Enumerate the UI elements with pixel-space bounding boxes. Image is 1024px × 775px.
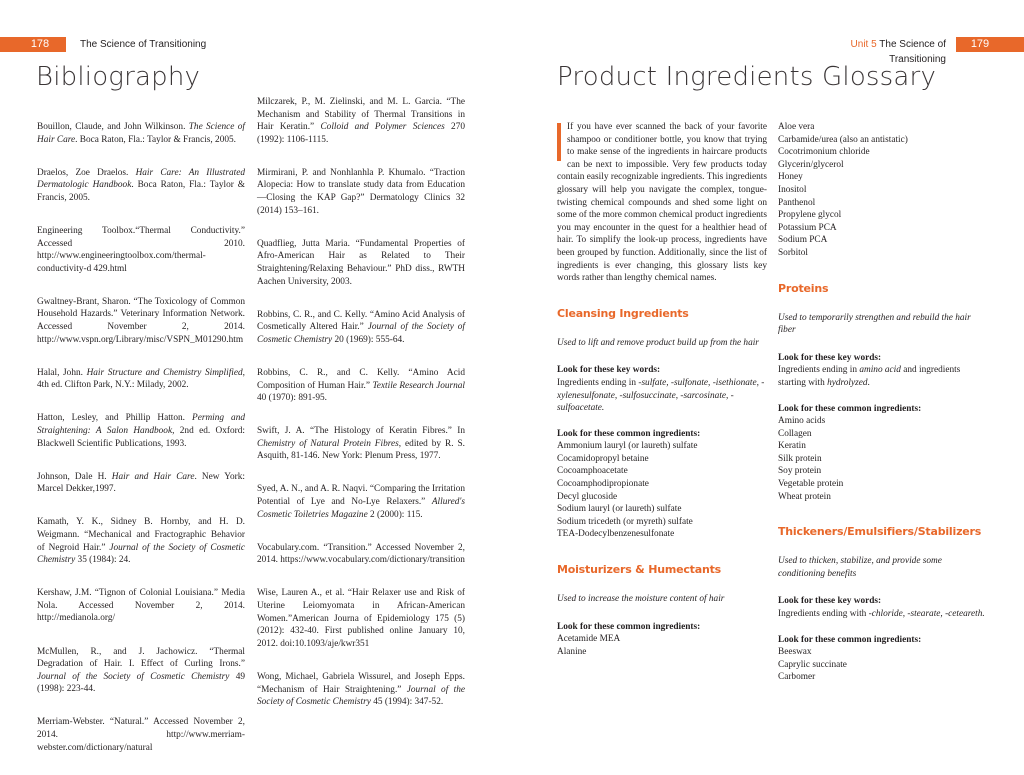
entry-pre: Engineering Toolbox.“Thermal Conductivity.” Accessed 2010. http://www.engineeringtoolbox.com/thermal-conductivity-d 429.html (37, 225, 245, 274)
entry-it: Hair Structure and Chemistry Simplified (86, 367, 243, 378)
entry-it: Journal of the Society of Cosmetic Chemistry (37, 671, 230, 682)
bibliography-column-1 (37, 121, 245, 775)
keywords-suffixes: amino acid (859, 365, 901, 376)
entry-pre: Kershaw, J.M. “Tignon of Colonial Louisiana.” Media Nola. Accessed November 2, 2014. http://medianola.org/ (37, 588, 245, 624)
entry-pre: Wong, Michael, Gabriela Wissurel, and Joseph Epps. “Mechanism of Hair Straightening.” (257, 671, 465, 695)
ingredient-item: Vegetable protein (778, 479, 844, 490)
bibliography-entry (257, 238, 465, 288)
ingredient-item: Wheat protein (778, 491, 831, 502)
ingredient-item: Aloe vera (778, 122, 815, 132)
ingredient-item: Sodium PCA (778, 235, 828, 246)
entry-pre: McMullen, R., and J. Jachowicz. “Thermal Degradation of Hair. I. Effect of Curling Irons.” (37, 646, 245, 670)
ingredient-item: Carbamide/urea (also an antistatic) (778, 134, 908, 145)
keywords-prefix: Ingredients ending in (778, 365, 860, 376)
entry-post: , edited by R. S. Asquith, 81-146. New York: Plenum Press, 1977. (257, 438, 465, 462)
right-running-title: The Science of Transitioning (879, 39, 946, 65)
entry-it: Hair and Hair Care (111, 471, 195, 482)
section-heading-proteins: Proteins (778, 281, 829, 295)
common-heading-cleansing: Look for these common ingredients: (557, 428, 701, 439)
bibliography-column-2 (257, 96, 465, 729)
ingredient-list-moisturizers-continued (778, 121, 990, 260)
entry-pre: Draelos, Zoe Draelos. (37, 167, 136, 178)
ingredient-item: Caprylic succinate (778, 659, 847, 670)
ingredient-item: Acetamide MEA (557, 634, 621, 645)
bibliography-entry (257, 367, 465, 405)
keywords-thickeners (778, 608, 990, 621)
entry-post: 20 (1969): 555-64. (332, 334, 405, 345)
entry-pre: Bouillon, Claude, and John Wilkinson. (37, 122, 189, 132)
entry-post: 2 (2000): 115. (367, 509, 423, 520)
ingredient-item: Cocotrimonium chloride (778, 147, 870, 158)
entry-post: , 4th ed. Clifton Park, N.Y.: Milady, 2002. (37, 367, 245, 391)
entry-it: Journal of the Society of Cosmetic Chemistry (37, 542, 245, 566)
entry-it: Perming and Straightening: A Salon Handbook (37, 413, 245, 436)
bibliography-entry (257, 483, 465, 521)
entry-it: Allured's Cosmetic Toiletries Magazine (257, 497, 465, 520)
common-heading-proteins: Look for these common ingredients: (778, 403, 922, 414)
bibliography-entry (37, 516, 245, 566)
section-heading-thickeners: Thickeners/Emulsifiers/Stabilizers (778, 525, 982, 539)
ingredient-list-cleansing (557, 440, 767, 541)
bibliography-title: Bibliography (36, 62, 201, 92)
bibliography-entry (257, 167, 465, 217)
keywords-suffixes: -chloride, -stearate, -ceteareth. (868, 609, 985, 620)
ingredient-item: Cocoamphoacetate (557, 466, 628, 477)
entry-it: Chemistry of Natural Protein Fibres (257, 438, 399, 449)
entry-post: 40 (1970): 891-95. (257, 393, 327, 404)
ingredient-item: Sodium lauryl (or laureth) sulfate (557, 504, 682, 515)
entry-pre: Quadflieg, Jutta Maria. “Fundamental Properties of Afro-American Hair as Related to Their Straightening/Relaxing Behaviour.” PhD diss., RWTH Aachen University, 2003. (257, 238, 465, 287)
entry-pre: Kamath, Y. K., Sidney B. Hornby, and H. D. Weigmann. “Mechanical and Fractographic Behavior of Negroid Hair.” (37, 517, 245, 553)
entry-it: Journal of the Society of Cosmetic Chemistry (257, 684, 465, 708)
keywords-mid: and ingredients starting with (778, 365, 961, 388)
keywords-heading-thickeners: Look for these key words: (778, 596, 882, 607)
entry-pre: Merriam-Webster. “Natural.” Accessed November 2, 2014. http://www.merriam-webster.com/dictionary/natural (37, 717, 245, 753)
ingredient-item: Ammonium lauryl (or laureth) sulfate (557, 441, 698, 452)
entry-pre: Robbins, C. R., and C. Kelly. “Amino Acid Composition of Human Hair.” (257, 367, 465, 391)
keywords-end: . (867, 377, 870, 388)
ingredient-item: Collagen (778, 428, 812, 439)
ingredient-item: Beeswax (778, 647, 812, 658)
intro-text: f you have ever scanned the back of your favorite shampoo or conditioner bottle, you know that trying to make sense of the ingredients in haircare products can be next to impossible. Very few products today contain easily recognizable ingredients. This ingredients glossary will help you navigate the complex, tongue-twisting chemical compounds and shed some light on some of the more common chemical product ingredients you may encounter in the quest for a healthier head of hair. To simplify the look-up process, ingredients have been grouped by function. Additionally, since the list of ingredients is ever changing, this glossary lists key words rather than lengthy chemical names. (557, 122, 767, 284)
glossary-intro (557, 121, 767, 285)
entry-post: . New York: Marcel Dekker,1997. (37, 471, 245, 495)
entry-pre: Robbins, C. R., and C. Kelly. “Amino Acid Analysis of Cosmetically Altered Hair.” (257, 309, 465, 333)
keywords-prefix: Ingredients ending in (557, 377, 639, 388)
ingredient-item: Decyl glucoside (557, 491, 618, 502)
keywords-prefix-term: hydrolyzed (827, 377, 868, 388)
unit-label: Unit 5 (850, 39, 877, 50)
bibliography-entry (257, 425, 465, 463)
entry-it: The Science of Hair Care (37, 122, 245, 145)
glossary-column-2 (778, 121, 990, 684)
keywords-heading-cleansing: Look for these key words: (557, 365, 661, 376)
ingredient-item: Carbomer (778, 672, 816, 683)
entry-pre: Vocabulary.com. “Transition.” Accessed November 2, 2014. https://www.vocabulary.com/dictionary/transition (257, 542, 465, 566)
bibliography-entry (37, 296, 245, 346)
entry-pre: Hatton, Lesley, and Phillip Hatton. (37, 413, 193, 424)
ingredient-list-proteins (778, 415, 990, 503)
keywords-heading-proteins: Look for these key words: (778, 352, 882, 363)
ingredient-item: Honey (778, 172, 803, 183)
common-heading-moisturizers: Look for these common ingredients: (557, 621, 701, 632)
ingredient-list-thickeners (778, 646, 990, 684)
drop-cap-bar (557, 123, 561, 161)
left-running-title: The Science of Transitioning (80, 39, 207, 50)
bibliography-entry (37, 646, 245, 696)
section-desc-cleansing: Used to lift and remove product build up from the hair (557, 337, 759, 348)
drop-cap-letter: I (567, 122, 571, 132)
bibliography-entry (257, 587, 465, 650)
ingredient-item: Glycerin/glycerol (778, 159, 844, 170)
entry-post: 49 (1998): 223-44. (37, 671, 245, 695)
entry-post: 45 (1994): 347-52. (370, 697, 444, 708)
ingredient-item: Sodium tricedeth (or myreth) sulfate (557, 516, 693, 527)
keywords-suffixes: -sulfate, -sulfonate, -isethionate, -xylenesulfonate, -sulfosuccinate, -sarcosinate, -sulfoacetate. (557, 377, 765, 414)
entry-pre: Wise, Lauren A., et al. “Hair Relaxer use and Risk of Uterine Leiomyomata in African-American Women.”American Journa of Epidemiology 175 (5) (2012): 432-40. First published online January 10, 2012. doi:10.1093/aje/kwr351 (257, 588, 465, 649)
bibliography-entry (257, 96, 465, 146)
entry-it: Journal of the Society of Cosmetic Chemistry (257, 322, 465, 345)
entry-pre: Mirmirani, P. and Nonhlanhla P. Khumalo. “Traction Alopecia: How to translate study data from Education—Closing the KAP Gap?” Dermatology Clinics 32 (2014) 153–161. (257, 167, 465, 216)
entry-it: Textile Research Journal (372, 380, 465, 391)
entry-post: . Boca Raton, Fla.: Taylor & Francis, 2005. (75, 134, 236, 145)
section-heading-moisturizers: Moisturizers & Humectants (557, 563, 721, 577)
entry-pre: Gwaltney-Brant, Sharon. “The Toxicology of Common Household Hazards.” Veterinary Information Network. Accessed November 2, 2014. http://www.vspn.org/Library/misc/VSPN_M01290.htm (37, 296, 245, 345)
entry-post: 270 (1992): 1106-1115. (257, 122, 465, 145)
bibliography-entry (257, 542, 465, 567)
entry-pre: Syed, A. N., and A. R. Naqvi. “Comparing the Irritation Potential of Lye and No-Lye Relaxers.” (257, 484, 465, 508)
keywords-prefix: Ingredients ending with (778, 609, 869, 620)
bibliography-entry (37, 587, 245, 625)
ingredient-item: Sorbitol (778, 247, 808, 258)
entry-pre: Halal, John. (37, 367, 87, 378)
ingredient-list-moisturizers (557, 633, 767, 658)
keywords-proteins (778, 364, 990, 389)
entry-post: . Boca Raton, Fla.: Taylor & Francis, 2005. (37, 180, 246, 203)
glossary-column-1 (557, 121, 767, 658)
bibliography-entry (257, 309, 465, 347)
keywords-cleansing (557, 377, 767, 415)
bibliography-entry (37, 367, 245, 392)
section-desc-moisturizers: Used to increase the moisture content of hair (557, 594, 725, 605)
section-desc-thickeners: Used to thicken, stabilize, and provide some conditioning benefits (778, 556, 942, 579)
bibliography-entry (37, 167, 245, 205)
bibliography-entry (37, 716, 245, 754)
ingredient-item: Keratin (778, 441, 806, 452)
ingredient-item: Cocamidopropyl betaine (557, 453, 649, 464)
ingredient-item: Potassium PCA (778, 222, 837, 233)
bibliography-entry (37, 412, 245, 450)
ingredient-item: Panthenol (778, 197, 816, 208)
entry-post: 35 (1984): 24. (75, 555, 131, 566)
ingredient-item: TEA-Dodecylbenzenesulfonate (557, 529, 675, 540)
ingredient-item: Alanine (557, 646, 587, 657)
entry-post: , 2nd ed. Oxford: Blackwell Scientific Publications, 1993. (37, 426, 245, 449)
glossary-title: Product Ingredients Glossary (557, 62, 937, 92)
entry-pre: Johnson, Dale H. (37, 471, 112, 482)
bibliography-entry (37, 225, 245, 275)
bibliography-entry (37, 121, 245, 146)
section-heading-cleansing: Cleansing Ingredients (557, 306, 689, 320)
entry-pre: Milczarek, P., M. Zielinski, and M. L. Garcia. “The Mechanism and Stability of Thermal Transitions in Hair Keratin.” (257, 97, 465, 133)
ingredient-item: Inositol (778, 184, 807, 195)
entry-it: Hair Care: An Illustrated Dermatologic Handbook (37, 167, 245, 191)
ingredient-item: Propylene glycol (778, 210, 842, 221)
ingredient-item: Soy protein (778, 466, 822, 477)
entry-it: Colloid and Polymer Sciences (320, 122, 445, 133)
right-running-header (796, 37, 946, 65)
section-desc-proteins: Used to temporarily strengthen and rebuild the hair fiber (778, 312, 971, 336)
bibliography-entry (257, 671, 465, 709)
ingredient-item: Cocoamphodipropionate (557, 479, 649, 490)
right-page-number: 179 (970, 38, 990, 50)
bibliography-entry (37, 471, 245, 496)
ingredient-item: Amino acids (778, 416, 826, 427)
left-page-number: 178 (30, 38, 50, 50)
entry-pre: Swift, J. A. “The Histology of Keratin Fibres.” In (257, 426, 465, 437)
common-heading-thickeners: Look for these common ingredients: (778, 634, 922, 645)
ingredient-item: Silk protein (778, 453, 822, 464)
